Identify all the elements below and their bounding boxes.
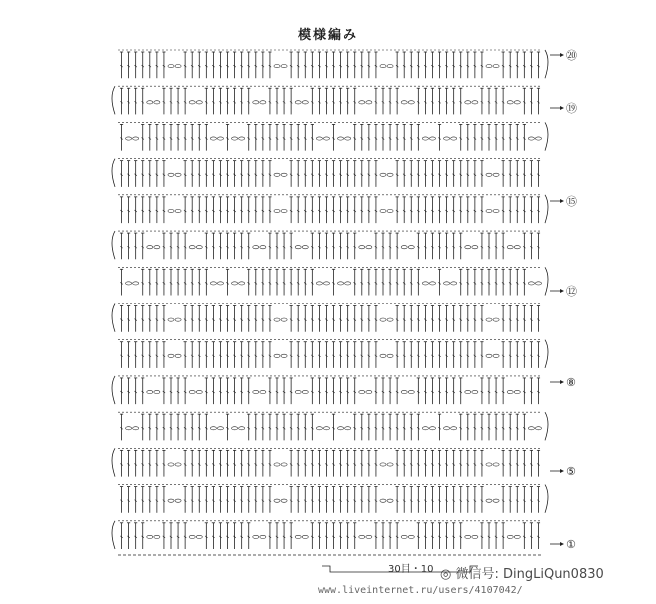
chain-stitch [359, 246, 365, 249]
chain-stitch [359, 535, 365, 538]
chain-stitch [189, 246, 195, 249]
chain-stitch [408, 101, 414, 104]
chain-stitch [444, 282, 450, 285]
chain-stitch [281, 318, 287, 321]
row-number: ⑮ [566, 195, 577, 208]
chain-stitch [507, 535, 513, 538]
chain-stitch [528, 427, 534, 430]
chain-stitch [232, 427, 238, 430]
row-number: ⑧ [566, 376, 576, 389]
chain-stitch [429, 427, 435, 430]
turning-chain [112, 448, 115, 476]
turning-chain [545, 195, 548, 223]
chain-stitch [189, 101, 195, 104]
chain-stitch [507, 101, 513, 104]
chain-stitch [472, 246, 478, 249]
chain-stitch [274, 173, 280, 176]
chain-stitch [366, 390, 372, 393]
chain-stitch [274, 65, 280, 68]
chain-stitch [217, 282, 223, 285]
chain-stitch [168, 173, 174, 176]
chain-stitch [281, 354, 287, 357]
chain-stitch [175, 318, 181, 321]
chain-stitch [168, 318, 174, 321]
chain-stitch [486, 499, 492, 502]
chain-stitch [126, 137, 132, 140]
chain-stitch [232, 282, 238, 285]
chain-stitch [253, 535, 259, 538]
chain-stitch [323, 137, 329, 140]
chain-stitch [493, 65, 499, 68]
chain-stitch [175, 354, 181, 357]
chain-stitch [507, 390, 513, 393]
chain-stitch [210, 282, 216, 285]
chain-stitch [239, 137, 245, 140]
chain-stitch [274, 354, 280, 357]
chain-stitch [323, 427, 329, 430]
chain-stitch [422, 282, 428, 285]
chain-stitch [302, 101, 308, 104]
chain-stitch [338, 137, 344, 140]
chain-stitch [295, 535, 301, 538]
chain-stitch [472, 390, 478, 393]
turning-chain [545, 412, 548, 440]
row-arrow-head [560, 53, 564, 57]
chain-stitch [274, 318, 280, 321]
row-number: ⑤ [566, 465, 576, 478]
chain-stitch [168, 499, 174, 502]
chain-stitch [359, 390, 365, 393]
chain-stitch [387, 463, 393, 466]
chain-stitch [147, 535, 153, 538]
chain-stitch [401, 390, 407, 393]
chain-stitch [345, 427, 351, 430]
repeat-label: 30目・10 [388, 564, 434, 575]
chain-stitch [380, 209, 386, 212]
row-number: ① [566, 538, 576, 551]
watermark: ◎ 微信号: DingLiQun0830 [440, 567, 604, 582]
chain-stitch [472, 101, 478, 104]
chain-stitch [154, 390, 160, 393]
chain-stitch [408, 390, 414, 393]
chain-stitch [465, 246, 471, 249]
chain-stitch [147, 101, 153, 104]
chain-stitch [147, 390, 153, 393]
chain-stitch [380, 354, 386, 357]
chain-stitch [444, 137, 450, 140]
chain-stitch [302, 535, 308, 538]
chain-stitch [168, 354, 174, 357]
chain-stitch [260, 390, 266, 393]
chain-stitch [274, 209, 280, 212]
chain-stitch [281, 209, 287, 212]
chain-stitch [316, 427, 322, 430]
chain-stitch [168, 65, 174, 68]
chain-stitch [429, 282, 435, 285]
row-number: ⑳ [566, 49, 577, 62]
chain-stitch [528, 282, 534, 285]
chain-stitch [295, 390, 301, 393]
chain-stitch [175, 65, 181, 68]
chain-stitch [387, 499, 393, 502]
chain-stitch [239, 427, 245, 430]
turning-chain [112, 86, 115, 114]
chain-stitch [133, 137, 139, 140]
chain-stitch [401, 535, 407, 538]
credit-url: www.liveinternet.ru/users/4107042/ [318, 585, 523, 596]
chain-stitch [493, 499, 499, 502]
row-arrow-head [560, 289, 564, 293]
chain-stitch [345, 282, 351, 285]
chain-stitch [274, 463, 280, 466]
chart-title: 模様編み [297, 28, 358, 43]
chain-stitch [253, 101, 259, 104]
chain-stitch [316, 137, 322, 140]
chain-stitch [387, 65, 393, 68]
chain-stitch [345, 137, 351, 140]
chain-stitch [154, 535, 160, 538]
chain-stitch [366, 535, 372, 538]
chain-stitch [133, 282, 139, 285]
chain-stitch [451, 427, 457, 430]
chain-stitch [486, 209, 492, 212]
chain-stitch [175, 209, 181, 212]
chain-stitch [239, 282, 245, 285]
chain-stitch [210, 427, 216, 430]
row-number: ⑫ [566, 285, 577, 298]
chain-stitch [168, 209, 174, 212]
chain-stitch [486, 463, 492, 466]
chain-stitch [281, 65, 287, 68]
chain-stitch [154, 101, 160, 104]
chain-stitch [189, 535, 195, 538]
chain-stitch [295, 246, 301, 249]
chain-stitch [217, 427, 223, 430]
chain-stitch [338, 282, 344, 285]
chain-stitch [401, 101, 407, 104]
chain-stitch [528, 137, 534, 140]
chain-stitch [217, 137, 223, 140]
chain-stitch [295, 101, 301, 104]
turning-chain [112, 521, 115, 549]
chain-stitch [429, 137, 435, 140]
chain-stitch [274, 499, 280, 502]
chain-stitch [535, 282, 541, 285]
chain-stitch [451, 282, 457, 285]
turning-chain [545, 122, 548, 150]
row-arrow-head [560, 469, 564, 473]
chain-stitch [493, 173, 499, 176]
chain-stitch [281, 173, 287, 176]
chain-stitch [380, 463, 386, 466]
row-arrow-head [560, 542, 564, 546]
chain-stitch [408, 535, 414, 538]
chain-stitch [316, 282, 322, 285]
chain-stitch [380, 318, 386, 321]
row-arrow-head [560, 199, 564, 203]
turning-chain [545, 485, 548, 513]
chain-stitch [260, 535, 266, 538]
chain-stitch [253, 390, 259, 393]
chain-stitch [422, 137, 428, 140]
chain-stitch [196, 101, 202, 104]
chain-stitch [210, 137, 216, 140]
turning-chain [545, 340, 548, 368]
chain-stitch [486, 318, 492, 321]
chain-stitch [175, 173, 181, 176]
chain-stitch [444, 427, 450, 430]
chain-stitch [196, 246, 202, 249]
chain-stitch [465, 390, 471, 393]
turning-chain [545, 267, 548, 295]
chain-stitch [154, 246, 160, 249]
chain-stitch [302, 390, 308, 393]
chain-stitch [366, 246, 372, 249]
wechat-icon: ◎ [440, 567, 452, 582]
chain-stitch [281, 463, 287, 466]
chain-stitch [486, 354, 492, 357]
chain-stitch [189, 390, 195, 393]
chain-stitch [465, 101, 471, 104]
chain-stitch [465, 535, 471, 538]
chain-stitch [168, 463, 174, 466]
chain-stitch [493, 209, 499, 212]
chain-stitch [493, 318, 499, 321]
chain-stitch [486, 65, 492, 68]
chain-stitch [387, 173, 393, 176]
chain-stitch [126, 282, 132, 285]
chain-stitch [133, 427, 139, 430]
chain-stitch [514, 390, 520, 393]
turning-chain [112, 231, 115, 259]
chain-stitch [387, 354, 393, 357]
chain-stitch [196, 535, 202, 538]
chain-stitch [126, 427, 132, 430]
chain-stitch [302, 246, 308, 249]
chain-stitch [175, 463, 181, 466]
chain-stitch [260, 101, 266, 104]
chain-stitch [253, 246, 259, 249]
chain-stitch [507, 246, 513, 249]
chain-stitch [387, 209, 393, 212]
turning-chain [545, 50, 548, 78]
chain-stitch [380, 499, 386, 502]
turning-chain [112, 159, 115, 187]
chain-stitch [366, 101, 372, 104]
chain-stitch [472, 535, 478, 538]
chain-stitch [408, 246, 414, 249]
chain-stitch [514, 246, 520, 249]
chain-stitch [196, 390, 202, 393]
row-arrow-head [560, 106, 564, 110]
chain-stitch [514, 101, 520, 104]
chain-stitch [147, 246, 153, 249]
chain-stitch [401, 246, 407, 249]
chain-stitch [493, 463, 499, 466]
chain-stitch [422, 427, 428, 430]
chain-stitch [175, 499, 181, 502]
turning-chain [112, 376, 115, 404]
chain-stitch [380, 65, 386, 68]
chain-stitch [323, 282, 329, 285]
chain-stitch [451, 137, 457, 140]
chain-stitch [380, 173, 386, 176]
chain-stitch [338, 427, 344, 430]
turning-chain [112, 304, 115, 332]
chain-stitch [281, 499, 287, 502]
row-arrow-head [560, 380, 564, 384]
chain-stitch [535, 427, 541, 430]
chain-stitch [514, 535, 520, 538]
chain-stitch [260, 246, 266, 249]
row-number: ⑲ [566, 102, 577, 115]
chain-stitch [486, 173, 492, 176]
chain-stitch [232, 137, 238, 140]
chain-stitch [359, 101, 365, 104]
chain-stitch [387, 318, 393, 321]
chain-stitch [493, 354, 499, 357]
chain-stitch [535, 137, 541, 140]
